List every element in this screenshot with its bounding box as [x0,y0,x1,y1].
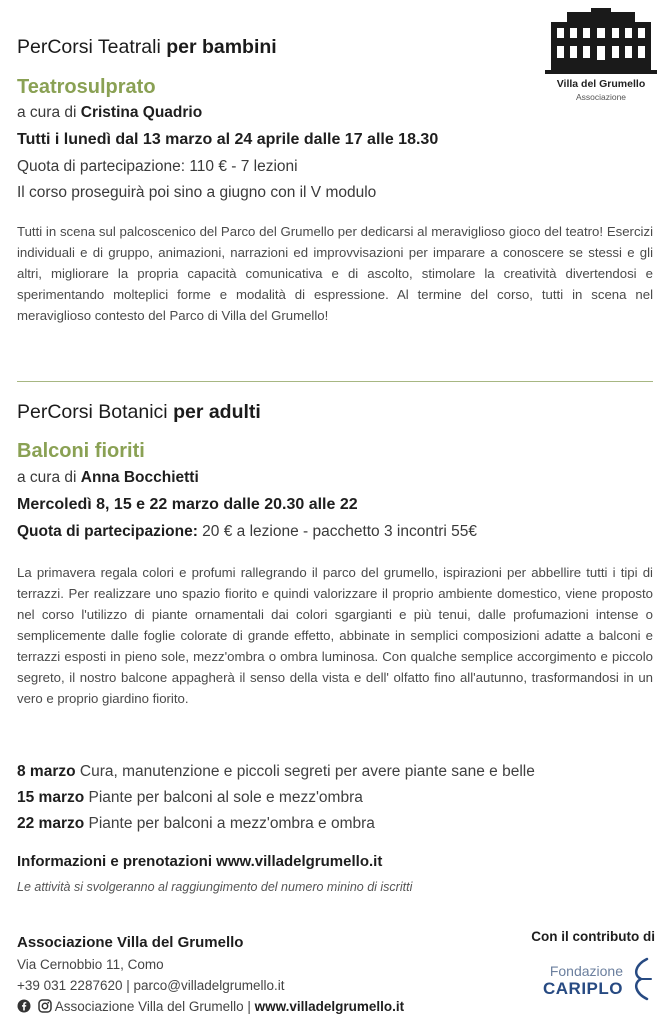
course2-description: La primavera regala colori e profumi rallegrando il parco del grumello, ispirazioni per abbellire tutti i tipi di terrazzi. Per realizzare uno spazio fiorito e quindi valorizzare il proprio ambiente domestico, viene proposto nel corso l'utilizzo di piante ornamentali dai colori sgargianti e più tenui, dalle profumazioni intense o semplicemente dalle foglie colorate di grande effetto, abbinate in semplici composizioni adatte a balconi e terrazzi esposti in pieno sole, mezz'ombra o ombra luminosa. Con qualche semplice accorgimento e piccolo segreto, il nostro balcone appagherà il senso della vista e dell' olfatto fino all'autunno, trasformandosi in un vero e proprio giardino fiorito. [17,565,653,706]
instagram-icon [38,999,52,1016]
fondazione-text: Fondazione [549,963,623,979]
info-reservations: Informazioni e prenotazioni www.villadelgrumello.it [17,853,383,870]
section-heading-botanical: PerCorsi Botanici per adulti [17,401,261,423]
footer-address: Via Cernobbio 11, Como [17,957,164,972]
footer-org-name: Associazione Villa del Grumello [17,934,244,951]
footer-social: Associazione Villa del Grumello | www.villadelgrumello.it [17,999,404,1016]
course-title-balconi-fioriti: Balconi fioriti [17,440,145,462]
villa-building-icon [545,8,657,76]
lesson-item: 22 marzo Piante per balconi a mezz'ombra e ombra [17,815,375,832]
course-title-teatrosulprato: Teatrosulprato [17,76,156,98]
fondazione-cariplo-logo [505,955,655,1005]
section-heading-theatre: PerCorsi Teatrali per bambini [17,36,277,58]
lesson-item: 15 marzo Piante per balconi al sole e mezz'ombra [17,789,363,806]
logo-subtitle: Associazione [575,92,627,102]
course1-description: Tutti in scena sul palcoscenico del Parco del Grumello per dedicarsi al meraviglioso gioco del teatro! Esercizi individuali e di gruppo, animazioni, narrazioni ed improvvisazioni per imparare a conoscere se stessi e gli altri, migliorare la propria capacità comunicativa e di ascolto, stimolare la creatività divertendosi e sperimentando molteplici forme e modalità di espressione. Al termine del corso, tutti in scena nel meraviglioso contesto del Parco di Villa del Grumello! [17,224,653,323]
logo-name: Villa del Grumello [556,78,646,90]
course2-schedule: Mercoledì 8, 15 e 22 marzo dalle 20.30 alle 22 [17,496,358,513]
lesson-item: 8 marzo Cura, manutenzione e piccoli segreti per avere piante sane e belle [17,763,535,780]
villa-del-grumello-logo [545,8,657,103]
cariplo-text: CARIPLO [543,979,623,998]
contribution-label: Con il contributo di [531,929,655,944]
course1-fee: Quota di partecipazione: 110 € - 7 lezioni [17,158,298,175]
course1-curator: a cura di Cristina Quadrio [17,104,203,121]
course1-continuation: Il corso proseguirà poi sino a giugno con il V modulo [17,184,377,201]
course2-fee: Quota di partecipazione: 20 € a lezione - pacchetto 3 incontri 55€ [17,523,478,540]
course2-curator: a cura di Anna Bocchietti [17,469,199,486]
course1-schedule: Tutti i lunedì dal 13 marzo al 24 aprile dalle 17 alle 18.30 [17,131,439,148]
minimum-enrollment-note: Le attività si svolgeranno al raggiungimento del numero minino di iscritti [17,880,413,894]
footer-contact: +39 031 2287620 | parco@villadelgrumello.it [17,978,285,993]
footer-website[interactable]: www.villadelgrumello.it [254,999,405,1015]
facebook-icon [17,999,31,1016]
section-divider [17,381,653,382]
cariplo-symbol-icon [627,955,653,1003]
